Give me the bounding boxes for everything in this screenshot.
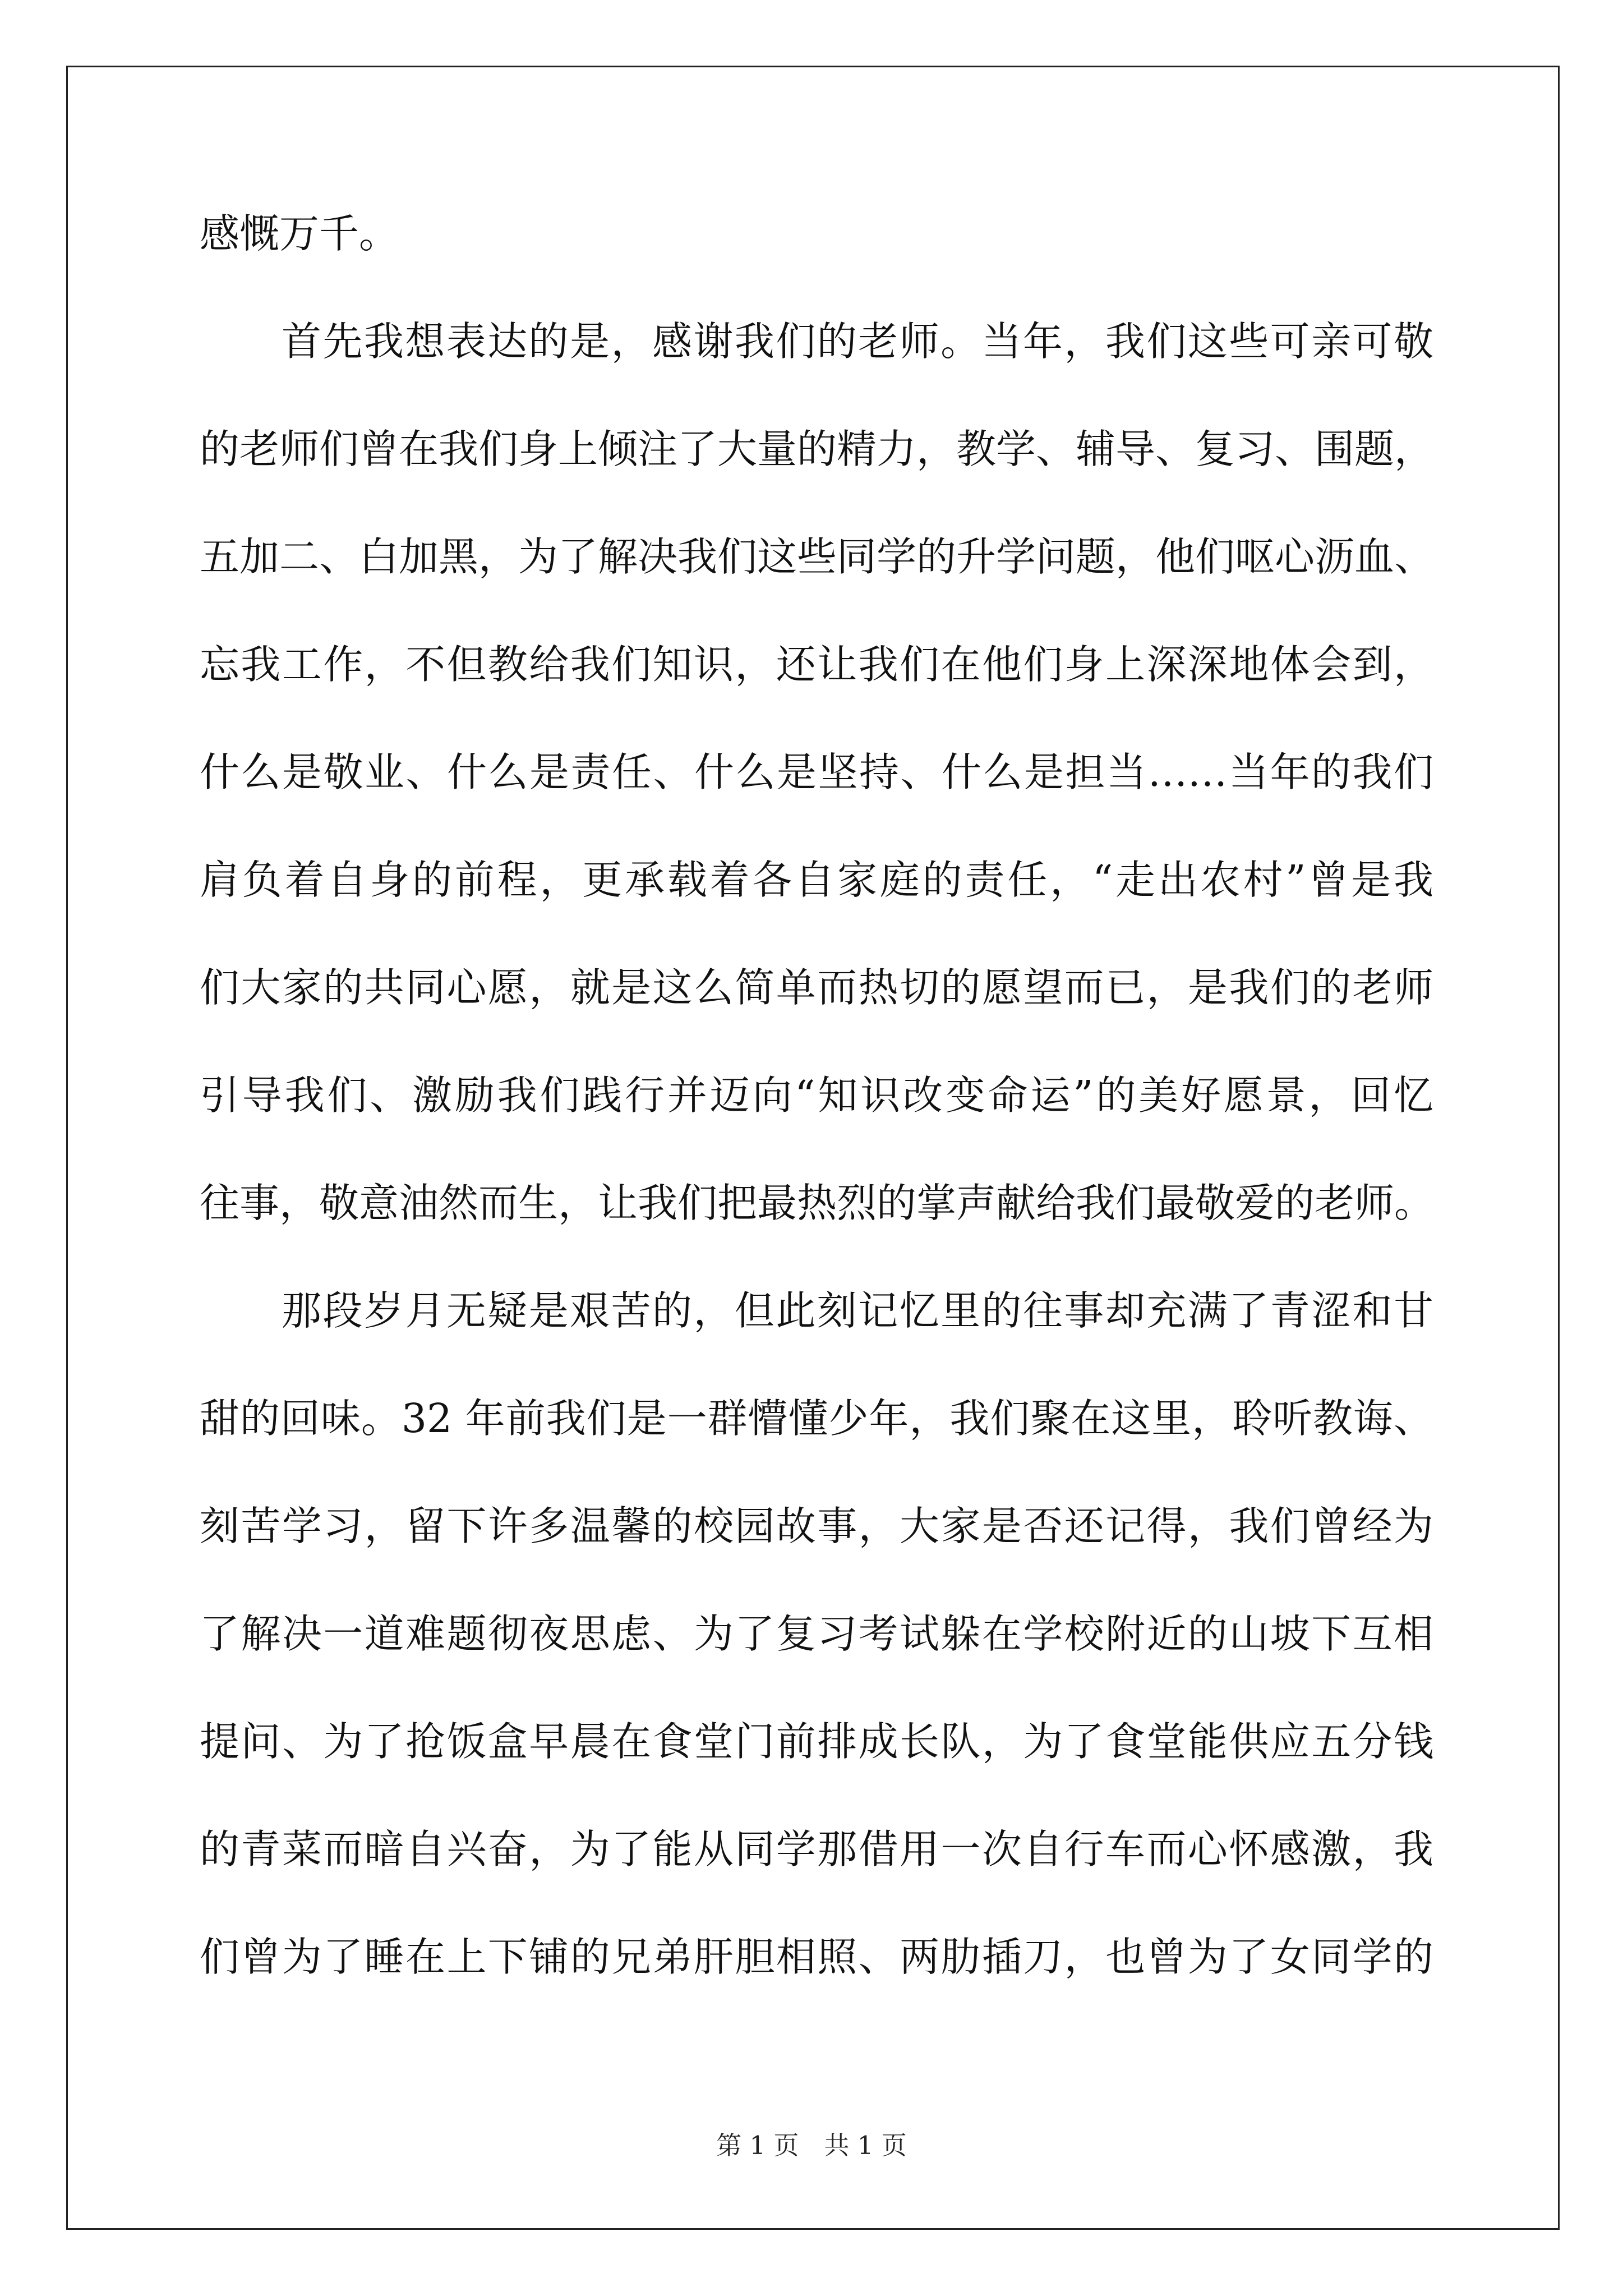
- text-line-9: 引导我们、激励我们践行并迈向“知识改变命运”的美好愿景，回忆: [200, 1072, 1433, 1119]
- text-line-4: 五加二、白加黑，为了解决我们这些同学的升学问题，他们呕心沥血、: [200, 533, 1435, 580]
- text-line-8: 们大家的共同心愿，就是这么简单而热切的愿望而已，是我们的老师: [200, 964, 1433, 1011]
- text-line-12: 甜的回味。32 年前我们是一群懵懂少年，我们聚在这里，聆听教诲、: [200, 1395, 1433, 1442]
- text-line-7: 肩负着自身的前程，更承载着各自家庭的责任，“走出农村”曾是我: [200, 857, 1433, 903]
- text-line-16: 的青菜而暗自兴奋，为了能从同学那借用一次自行车而心怀感激，我: [200, 1826, 1433, 1872]
- text-line-14: 了解决一道难题彻夜思虑、为了复习考试躲在学校附近的山坡下互相: [200, 1611, 1433, 1657]
- text-line-5: 忘我工作，不但教给我们知识，还让我们在他们身上深深地体会到，: [200, 641, 1433, 688]
- text-line-13: 刻苦学习，留下许多温馨的校园故事，大家是否还记得，我们曾经为: [200, 1503, 1433, 1549]
- text-line-1: 感慨万千。: [200, 210, 399, 257]
- text-line-17: 们曾为了睡在上下铺的兄弟肝胆相照、两肋插刀，也曾为了女同学的: [200, 1934, 1433, 1980]
- text-line-11: 那段岁月无疑是艰苦的，但此刻记忆里的往事却充满了青涩和甘: [282, 1287, 1433, 1334]
- page-border: [66, 66, 1560, 2230]
- text-line-2: 首先我想表达的是，感谢我们的老师。当年，我们这些可亲可敬: [282, 318, 1433, 365]
- page-number-footer: 第 1 页 共 1 页: [716, 2131, 907, 2160]
- text-line-10: 往事，敬意油然而生，让我们把最热烈的掌声献给我们最敬爱的老师。: [200, 1180, 1435, 1226]
- text-line-6: 什么是敬业、什么是责任、什么是坚持、什么是担当……当年的我们: [200, 749, 1433, 795]
- text-line-15: 提问、为了抢饭盒早晨在食堂门前排成长队，为了食堂能供应五分钱: [200, 1718, 1433, 1765]
- text-line-3: 的老师们曾在我们身上倾注了大量的精力，教学、辅导、复习、围题，: [200, 426, 1435, 472]
